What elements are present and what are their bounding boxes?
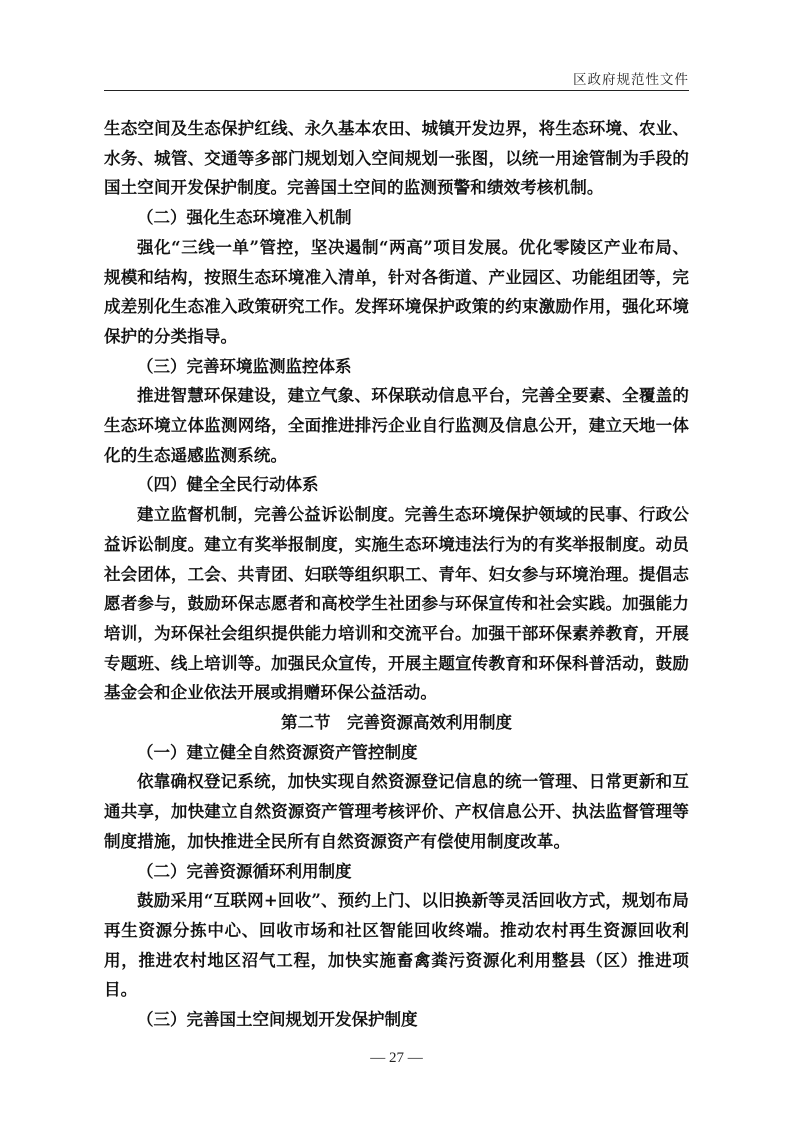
subheading-resource-recycling: （二）完善资源循环利用制度 <box>137 861 352 881</box>
page-header <box>104 68 689 91</box>
paragraph-natural-resources: 依靠确权登记系统，加快实现自然资源登记信息的统一管理、日常更新和互通共享，加快建立自然资源资产管理考核评价、产权信息公开、执法监督管理等制度措施，加快推进全民所有自然资源资产有偿使用制度改革。 <box>104 772 689 851</box>
header-title: 区政府规范性文件 <box>573 72 689 88</box>
document-body <box>104 114 689 1035</box>
paragraph-continuation: 生态空间及生态保护红线、永久基本农田、城镇开发边界，将生态环境、农业、水务、城管、交通等多部门规划划入空间规划一张图，以统一用途管制为手段的国土空间开发保护制度。完善国土空间的监测预警和绩效考核机制。 <box>104 119 689 198</box>
paragraph-resource-recycling: 鼓励采用“互联网+回收”、预约上门、以旧换新等灵活回收方式，规划布局再生资源分拣中心、回收市场和社区智能回收终端。推动农村再生资源回收利用，推进农村地区沼气工程，加快实施畜禽粪污资源化利用整县（区）推进项目。 <box>104 891 689 1000</box>
paragraph-ecological-access: 强化“三线一单”管控，坚决遏制“两高”项目发展。优化零陵区产业布局、规模和结构，按照生态环境准入清单，针对各街道、产业园区、功能组团等，完成差别化生态准入政策研究工作。发挥环境保护政策的约束激励作用，强化环境保护的分类指导。 <box>104 237 689 346</box>
subheading-territorial-planning: （三）完善国土空间规划开发保护制度 <box>137 1010 418 1030</box>
subheading-monitoring-system: （三）完善环境监测监控体系 <box>137 356 352 376</box>
subheading-ecological-access: （二）强化生态环境准入机制 <box>137 208 352 228</box>
subheading-natural-resources: （一）建立健全自然资源资产管控制度 <box>137 742 418 762</box>
paragraph-monitoring-system: 推进智慧环保建设，建立气象、环保联动信息平台，完善全要素、全覆盖的生态环境立体监测网络，全面推进排污企业自行监测及信息公开，建立天地一体化的生态遥感监测系统。 <box>104 386 689 465</box>
subheading-public-action: （四）健全全民行动体系 <box>137 475 319 495</box>
page-number: — 27 — <box>370 1050 423 1066</box>
paragraph-public-action: 建立监督机制，完善公益诉讼制度。完善生态环境保护领域的民事、行政公益诉讼制度。建立有奖举报制度，实施生态环境违法行为的有奖举报制度。动员社会团体，工会、共青团、妇联等组织职工、青年、妇女参与环境治理。提倡志愿者参与，鼓励环保志愿者和高校学生社团参与环保宣传和社会实践。加强能力培训，为环保社会组织提供能力培训和交流平台。加强干部环保素养教育，开展专题班、线上培训等。加强民众宣传，开展主题宣传教育和环保科普活动，鼓励基金会和企业依法开展或捐赠环保公益活动。 <box>104 505 689 703</box>
section-title: 第二节 完善资源高效利用制度 <box>281 713 512 733</box>
